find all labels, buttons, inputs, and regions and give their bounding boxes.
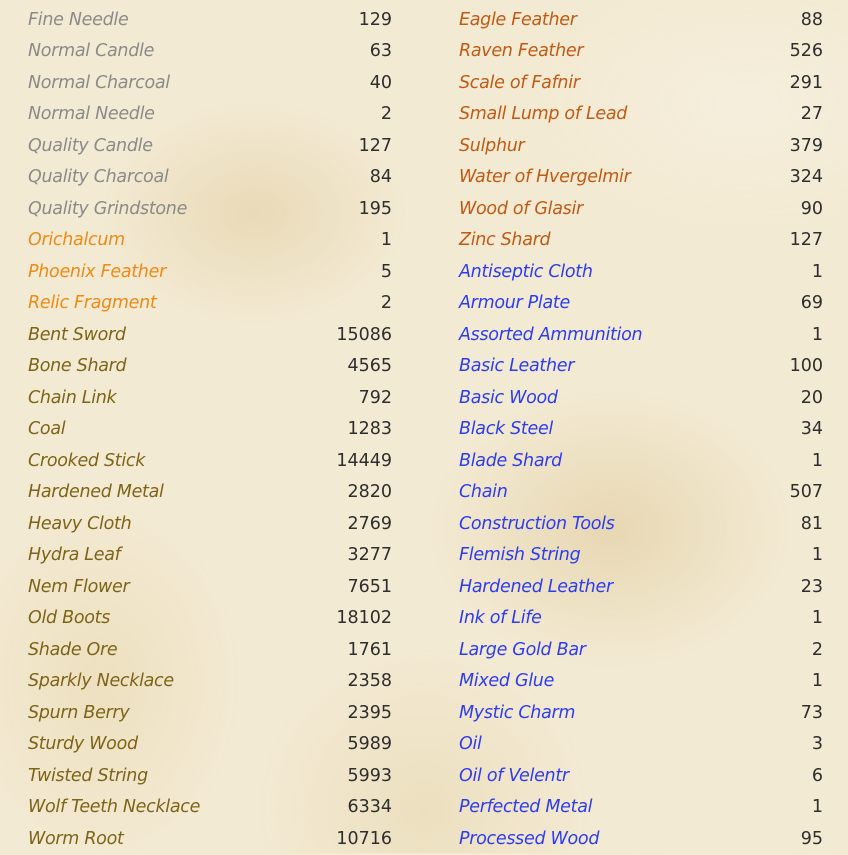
item-count: 127 [358, 135, 392, 156]
item-name: Hydra Leaf [28, 545, 121, 566]
item-count: 69 [800, 293, 823, 314]
inventory-item-row[interactable] [459, 256, 823, 288]
item-count: 4565 [347, 356, 392, 377]
inventory-item-row[interactable] [28, 256, 392, 288]
inventory-item-row[interactable] [459, 36, 823, 68]
item-count: 5993 [347, 765, 392, 786]
item-name: Sparkly Necklace [28, 671, 174, 692]
inventory-item-row[interactable] [459, 477, 823, 509]
inventory-item-row[interactable] [28, 729, 392, 761]
item-count: 2 [380, 293, 392, 314]
inventory-item-row[interactable] [459, 729, 823, 761]
inventory-item-row[interactable] [28, 823, 392, 855]
item-count: 291 [789, 72, 823, 93]
inventory-item-row[interactable] [459, 288, 823, 320]
item-name: Chain Link [28, 387, 117, 408]
item-count: 1 [811, 450, 823, 471]
inventory-item-row[interactable] [459, 382, 823, 414]
item-name: Fine Needle [28, 9, 129, 30]
item-count: 81 [800, 513, 823, 534]
item-name: Worm Root [28, 828, 124, 849]
item-count: 1761 [347, 639, 392, 660]
inventory-item-row[interactable] [459, 99, 823, 131]
inventory-item-row[interactable] [459, 823, 823, 855]
inventory-item-row[interactable] [28, 99, 392, 131]
item-name: Normal Candle [28, 41, 155, 62]
item-name: Mystic Charm [459, 702, 576, 723]
item-count: 95 [800, 828, 823, 849]
item-name: Bent Sword [28, 324, 126, 345]
item-name: Twisted String [28, 765, 148, 786]
item-name: Flemish String [459, 545, 581, 566]
item-name: Black Steel [459, 419, 553, 440]
inventory-list-left [28, 4, 392, 855]
inventory-item-row[interactable] [28, 351, 392, 383]
item-count: 5989 [347, 734, 392, 755]
item-name: Zinc Shard [459, 230, 551, 251]
inventory-item-row[interactable] [28, 571, 392, 603]
item-count: 507 [789, 482, 823, 503]
item-name: Sulphur [459, 135, 525, 156]
item-count: 90 [800, 198, 823, 219]
inventory-item-row[interactable] [28, 697, 392, 729]
item-count: 15086 [336, 324, 392, 345]
inventory-item-row[interactable] [459, 634, 823, 666]
item-count: 27 [800, 104, 823, 125]
item-name: Shade Ore [28, 639, 118, 660]
item-name: Oil of Velentr [459, 765, 569, 786]
item-count: 1 [811, 261, 823, 282]
item-count: 88 [800, 9, 823, 30]
inventory-item-row[interactable] [28, 36, 392, 68]
item-name: Normal Charcoal [28, 72, 170, 93]
item-name: Armour Plate [459, 293, 570, 314]
item-name: Hardened Metal [28, 482, 164, 503]
inventory-item-row[interactable] [459, 508, 823, 540]
inventory-item-row[interactable] [459, 792, 823, 824]
inventory-item-row[interactable] [28, 130, 392, 162]
item-name: Large Gold Bar [459, 639, 586, 660]
inventory-item-row[interactable] [28, 319, 392, 351]
inventory-item-row[interactable] [28, 162, 392, 194]
item-count: 2395 [347, 702, 392, 723]
item-count: 3277 [347, 545, 392, 566]
item-count: 1 [811, 545, 823, 566]
inventory-item-row[interactable] [28, 792, 392, 824]
item-count: 40 [369, 72, 392, 93]
inventory-item-row[interactable] [28, 4, 392, 36]
item-name: Normal Needle [28, 104, 155, 125]
item-name: Crooked Stick [28, 450, 146, 471]
item-count: 10716 [336, 828, 392, 849]
item-name: Wolf Teeth Necklace [28, 797, 201, 818]
inventory-item-row[interactable] [28, 414, 392, 446]
inventory-item-row[interactable] [28, 634, 392, 666]
inventory-item-row[interactable] [28, 67, 392, 99]
item-name: Spurn Berry [28, 702, 130, 723]
inventory-item-row[interactable] [459, 697, 823, 729]
item-name: Phoenix Feather [28, 261, 166, 282]
inventory-item-row[interactable] [28, 445, 392, 477]
inventory-item-row[interactable] [28, 288, 392, 320]
inventory-item-row[interactable] [459, 162, 823, 194]
item-name: Basic Wood [459, 387, 558, 408]
inventory-item-row[interactable] [459, 130, 823, 162]
item-count: 195 [358, 198, 392, 219]
item-name: Eagle Feather [459, 9, 577, 30]
item-count: 100 [789, 356, 823, 377]
inventory-item-row[interactable] [459, 319, 823, 351]
item-count: 84 [369, 167, 392, 188]
item-name: Antiseptic Cloth [459, 261, 593, 282]
inventory-item-row[interactable] [28, 382, 392, 414]
item-count: 1 [380, 230, 392, 251]
item-count: 1 [811, 324, 823, 345]
item-name: Blade Shard [459, 450, 562, 471]
item-count: 18102 [336, 608, 392, 629]
item-name: Heavy Cloth [28, 513, 132, 534]
inventory-item-row[interactable] [459, 603, 823, 635]
item-count: 3 [811, 734, 823, 755]
item-count: 2358 [347, 671, 392, 692]
inventory-item-row[interactable] [459, 666, 823, 698]
inventory-item-row[interactable] [459, 351, 823, 383]
item-name: Wood of Glasir [459, 198, 583, 219]
inventory-item-row[interactable] [459, 414, 823, 446]
inventory-item-row[interactable] [28, 508, 392, 540]
item-name: Construction Tools [459, 513, 615, 534]
item-name: Relic Fragment [28, 293, 157, 314]
inventory-item-row[interactable] [459, 445, 823, 477]
item-count: 14449 [336, 450, 392, 471]
item-count: 63 [369, 41, 392, 62]
item-name: Perfected Metal [459, 797, 593, 818]
item-count: 73 [800, 702, 823, 723]
inventory-item-row[interactable] [28, 540, 392, 572]
inventory-list-right [459, 4, 823, 855]
item-name: Quality Charcoal [28, 167, 169, 188]
item-count: 1 [811, 608, 823, 629]
item-count: 6 [811, 765, 823, 786]
item-count: 127 [789, 230, 823, 251]
item-count: 379 [789, 135, 823, 156]
item-count: 6334 [347, 797, 392, 818]
item-count: 1 [811, 671, 823, 692]
inventory-item-row[interactable] [459, 540, 823, 572]
item-name: Sturdy Wood [28, 734, 138, 755]
item-name: Raven Feather [459, 41, 584, 62]
item-count: 7651 [347, 576, 392, 597]
item-name: Quality Candle [28, 135, 153, 156]
item-count: 324 [789, 167, 823, 188]
inventory-item-row[interactable] [28, 760, 392, 792]
inventory-item-row[interactable] [459, 225, 823, 257]
item-name: Oil [459, 734, 482, 755]
item-count: 2769 [347, 513, 392, 534]
inventory-item-row[interactable] [28, 666, 392, 698]
item-name: Chain [459, 482, 508, 503]
item-count: 23 [800, 576, 823, 597]
inventory-item-row[interactable] [459, 571, 823, 603]
item-count: 2820 [347, 482, 392, 503]
item-name: Nem Flower [28, 576, 130, 597]
item-name: Basic Leather [459, 356, 575, 377]
item-name: Small Lump of Lead [459, 104, 628, 125]
item-count: 1 [811, 797, 823, 818]
item-name: Coal [28, 419, 66, 440]
item-name: Scale of Fafnir [459, 72, 580, 93]
inventory-item-row[interactable] [459, 193, 823, 225]
item-count: 5 [380, 261, 392, 282]
item-count: 2 [380, 104, 392, 125]
item-count: 20 [800, 387, 823, 408]
item-count: 1283 [347, 419, 392, 440]
item-name: Mixed Glue [459, 671, 555, 692]
inventory-item-row[interactable] [459, 4, 823, 36]
item-name: Water of Hvergelmir [459, 167, 631, 188]
inventory-item-row[interactable] [28, 225, 392, 257]
inventory-item-row[interactable] [28, 477, 392, 509]
item-name: Bone Shard [28, 356, 127, 377]
item-count: 2 [811, 639, 823, 660]
item-name: Orichalcum [28, 230, 125, 251]
item-count: 792 [358, 387, 392, 408]
item-count: 34 [800, 419, 823, 440]
item-name: Assorted Ammunition [459, 324, 643, 345]
item-count: 129 [358, 9, 392, 30]
item-name: Ink of Life [459, 608, 542, 629]
item-name: Processed Wood [459, 828, 600, 849]
inventory-item-row[interactable] [459, 760, 823, 792]
item-count: 526 [789, 41, 823, 62]
inventory-item-row[interactable] [459, 67, 823, 99]
item-name: Quality Grindstone [28, 198, 188, 219]
item-name: Old Boots [28, 608, 111, 629]
item-name: Hardened Leather [459, 576, 613, 597]
inventory-item-row[interactable] [28, 193, 392, 225]
inventory-item-row[interactable] [28, 603, 392, 635]
